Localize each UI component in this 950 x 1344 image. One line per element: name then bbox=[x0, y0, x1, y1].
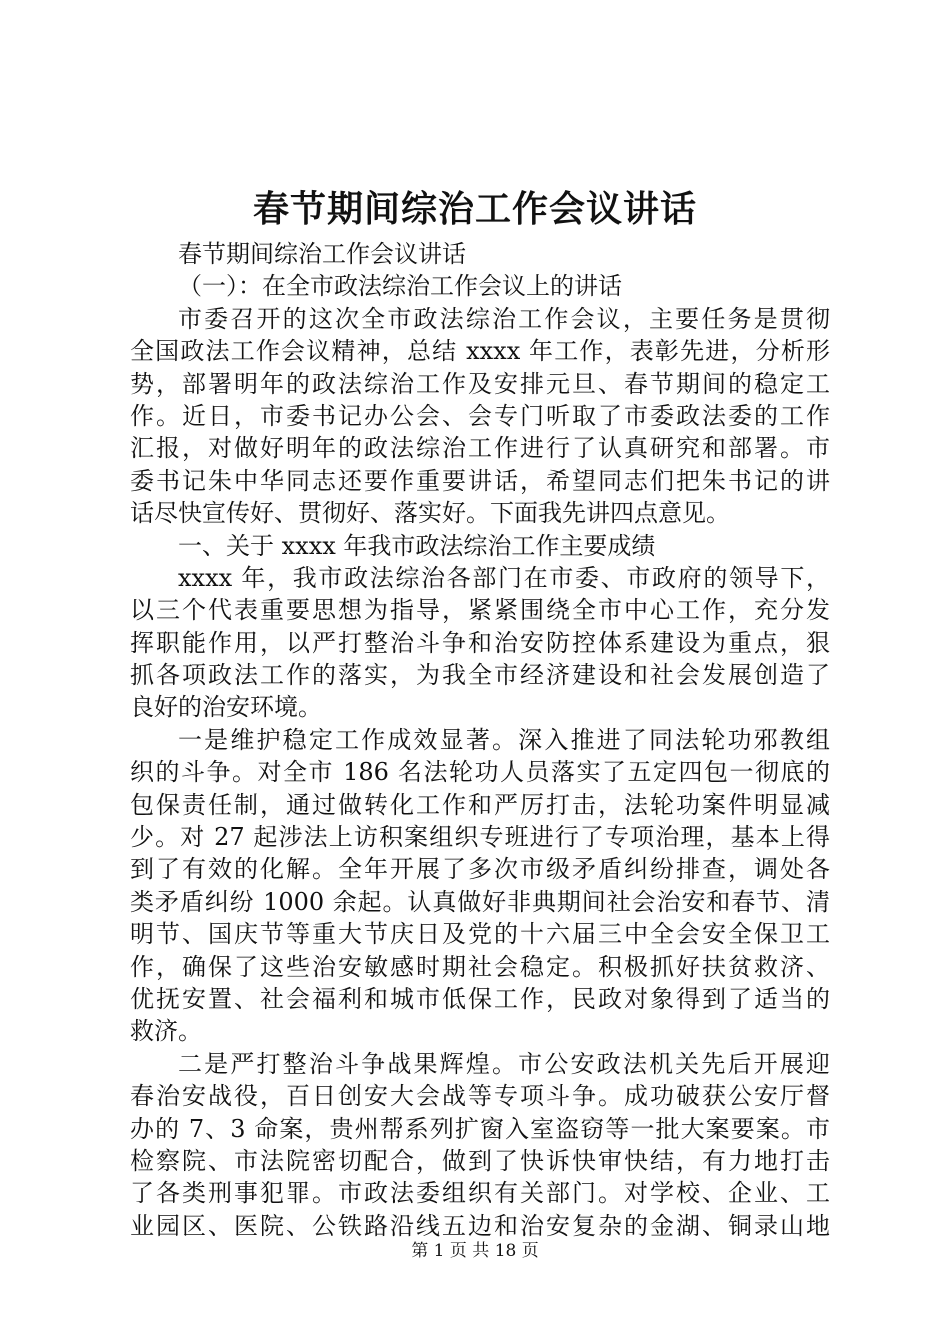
text-line: 检察院、市法院密切配合，做到了快诉快审快结，有力地打击 bbox=[130, 1146, 830, 1175]
text-line: 以三个代表重要思想为指导，紧紧围绕全市中心工作，充分发 bbox=[130, 596, 830, 625]
text-line: 明节、国庆节等重大节庆日及党的十六届三中全会安全保卫工 bbox=[130, 920, 830, 949]
text-line: 全国政法工作会议精神，总结 xxxx 年工作，表彰先进，分析形 bbox=[130, 337, 830, 366]
text-line: xxxx 年，我市政法综治各部门在市委、市政府的领导下， bbox=[178, 563, 830, 592]
text-line: 了各类刑事犯罪。市政法委组织有关部门。对学校、企业、工 bbox=[130, 1179, 830, 1208]
text-line: 良好的治安环境。 bbox=[130, 693, 322, 722]
page-footer: 第 1 页 共 18 页 bbox=[411, 1241, 539, 1261]
text-line: 势，部署明年的政法综治工作及安排元旦、春节期间的稳定工 bbox=[130, 369, 830, 398]
text-line: 到了有效的化解。全年开展了多次市级矛盾纠纷排查，调处各 bbox=[130, 855, 830, 884]
text-line: 作。近日，市委书记办公会、会专门听取了市委政法委的工作 bbox=[130, 401, 830, 430]
text-line: 话尽快宣传好、贯彻好、落实好。下面我先讲四点意见。 bbox=[130, 499, 730, 528]
text-line: 委书记朱中华同志还要作重要讲话，希望同志们把朱书记的讲 bbox=[130, 466, 830, 495]
text-line: 织的斗争。对全市 186 名法轮功人员落实了五定四包一彻底的 bbox=[130, 758, 830, 787]
text-line: 春治安战役，百日创安大会战等专项斗争。成功破获公安厅督 bbox=[130, 1082, 830, 1111]
text-line: 一、关于 xxxx 年我市政法综治工作主要成绩 bbox=[178, 531, 656, 560]
text-line: 类矛盾纠纷 1000 余起。认真做好非典期间社会治安和春节、清 bbox=[130, 887, 830, 916]
document-body bbox=[130, 238, 830, 1242]
text-line: 作，确保了这些治安敏感时期社会稳定。积极抓好扶贫救济、 bbox=[130, 952, 830, 981]
text-line: 抓各项政法工作的落实，为我全市经济建设和社会发展创造了 bbox=[130, 661, 830, 690]
text-line: 市委召开的这次全市政法综治工作会议，主要任务是贯彻 bbox=[178, 304, 830, 333]
text-line: 春节期间综治工作会议讲话 bbox=[178, 240, 466, 268]
text-line: 优抚安置、社会福利和城市低保工作，民政对象得到了适当的 bbox=[130, 984, 830, 1013]
text-line: 救济。 bbox=[130, 1017, 202, 1046]
text-line: 办的 7、3 命案，贵州帮系列扩窗入室盗窃等一批大案要案。市 bbox=[130, 1114, 830, 1143]
text-line: 包保责任制，通过做转化工作和严厉打击，法轮功案件明显减 bbox=[130, 790, 830, 819]
text-line: 挥职能作用，以严打整治斗争和治安防控体系建设为重点，狠 bbox=[130, 628, 830, 657]
text-line: （一）：在全市政法综治工作会议上的讲话 bbox=[178, 272, 622, 301]
text-line: 少。对 27 起涉法上访积案组织专班进行了专项治理，基本上得 bbox=[130, 823, 830, 852]
text-line: 二是严打整治斗争战果辉煌。市公安政法机关先后开展迎 bbox=[178, 1049, 830, 1078]
text-line: 业园区、医院、公铁路沿线五边和治安复杂的金湖、铜录山地 bbox=[130, 1211, 830, 1240]
text-line: 一是维护稳定工作成效显著。深入推进了同法轮功邪教组 bbox=[178, 725, 830, 754]
document-title: 春节期间综治工作会议讲话 bbox=[252, 188, 697, 230]
text-line: 汇报，对做好明年的政法综治工作进行了认真研究和部署。市 bbox=[130, 434, 830, 463]
